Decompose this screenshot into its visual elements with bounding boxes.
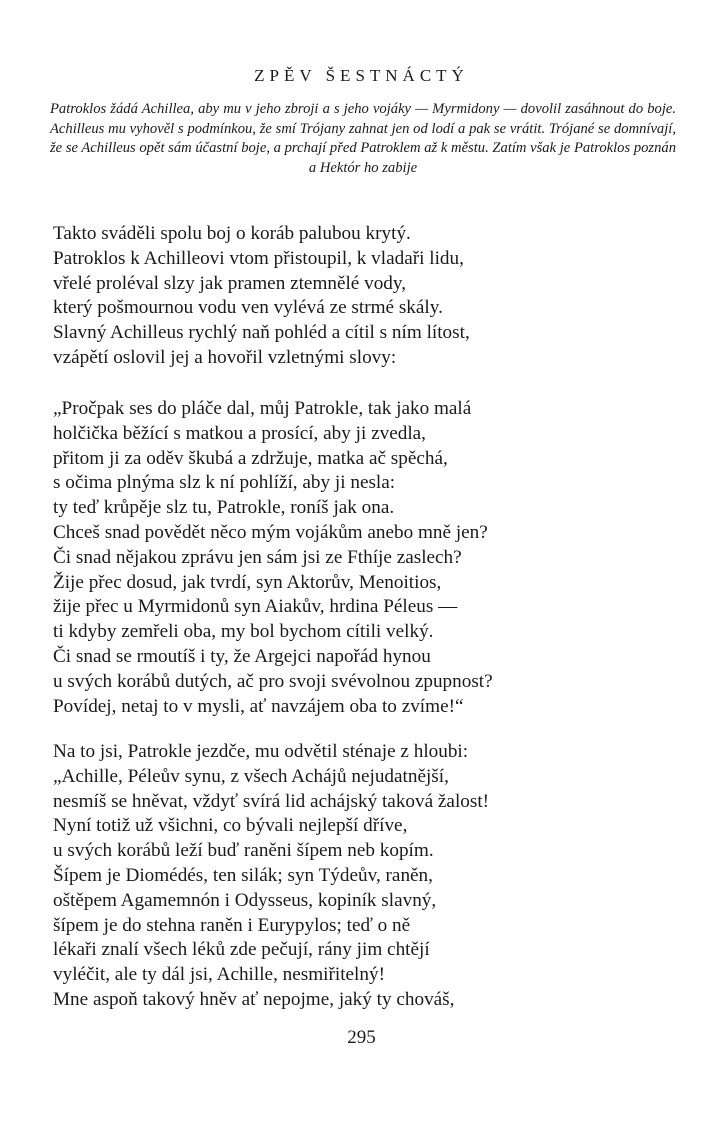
verse-line: Šípem je Diomédés, ten silák; syn Týdeův, raněn, [53,864,433,886]
verse-line: oštěpem Agamemnón i Odysseus, kopiník slavný, [53,889,437,911]
verse-line: vyléčit, ale ty dál jsi, Achille, nesmiřitelný! [53,964,385,986]
stanza-1 [53,222,470,371]
verse-line: ty teď krůpěje slz tu, Patrokle, roníš jak ona. [53,497,395,519]
verse-line: s očima plnýma slz k ní pohlíží, aby ji nesla: [53,472,396,494]
verse-line: lékaři znalí všech léků zde pečují, rány jim chtějí [53,939,430,961]
verse-line: u svých korábů leží buď raněni šípem neb kopím. [53,840,434,862]
verse-line: holčička běžící s matkou a prosící, aby ji zvedla, [53,422,426,444]
chapter-summary: Patroklos žádá Achillea, aby mu v jeho zbroji a s jeho vojáky — Myrmidony — dovolil zasáhnout do boje. Achilleus mu vyhověl s podmínkou, že smí Trójany zahnat jen od lodí a pak se vrátit. Trójané se domnívají, že se Achilleus opět sám účastní boje, a prchají před Patroklem až k městu. Zatím však je Patroklos poznán a Hektór ho zabije [50,101,676,176]
verse-line: Či snad se rmoutíš i ty, že Argejci napořád hynou [53,645,431,667]
verse-line: Nyní totiž už všichni, co bývali nejlepší dříve, [53,815,408,837]
chapter-title: ZPĚV ŠESTNÁCTÝ [254,66,469,85]
verse-line: Mne aspoň takový hněv ať nepojme, jaký ty chováš, [53,988,455,1010]
verse-line: u svých korábů dutých, ač pro svoji svévolnou zpupnost? [53,670,493,692]
verse-line: Či snad nějakou zprávu jen sám jsi ze Fthíje zaslech? [53,546,462,568]
verse-line: „Achille, Péleův synu, z všech Achájů nejudatnější, [53,765,449,787]
verse-line: vřelé proléval slzy jak pramen ztemnělé vody, [53,272,407,294]
verse-line: který pošmournou vodu ven vylévá ze strmé skály. [53,297,443,319]
verse-line: Slavný Achilleus rychlý naň pohléd a cítil s ním lítost, [53,322,470,344]
verse-line: „Pročpak ses do pláče dal, můj Patrokle, tak jako malá [53,398,472,419]
verse-line: Žije přec dosud, jak tvrdí, syn Aktorův, Menoitios, [53,571,442,593]
verse-line: vzápětí oslovil jej a hovořil vzletnými slovy: [53,346,397,368]
verse-line: Na to jsi, Patrokle jezdče, mu odvětil sténaje z hloubi: [53,741,469,762]
verse-line: šípem je do stehna raněn i Eurypylos; teď o ně [53,914,411,936]
verse-line: přitom ji za oděv škubá a zdržuje, matka ač spěchá, [53,447,448,469]
page-number: 295 [347,1027,376,1048]
stanza-3 [53,740,489,1013]
verse-line: Takto sváděli spolu boj o koráb palubou krytý. [53,223,411,244]
verse-line: ti kdyby zemřeli oba, my bol bychom cítili velký. [53,621,434,643]
verse-line: Patroklos k Achilleovi vtom přistoupil, k vladaři lidu, [53,247,464,269]
verse-line: nesmíš se hněvat, vždyť svírá lid achájský taková žalost! [53,790,490,812]
stanza-2 [53,397,493,719]
verse-line: žije přec u Myrmidonů syn Aiakův, hrdina Péleus — [53,596,458,618]
verse-line: Chceš snad povědět něco mým vojákům anebo mně jen? [53,521,488,543]
verse-line: Povídej, netaj to v mysli, ať navzájem oba to zvíme!“ [53,695,464,717]
